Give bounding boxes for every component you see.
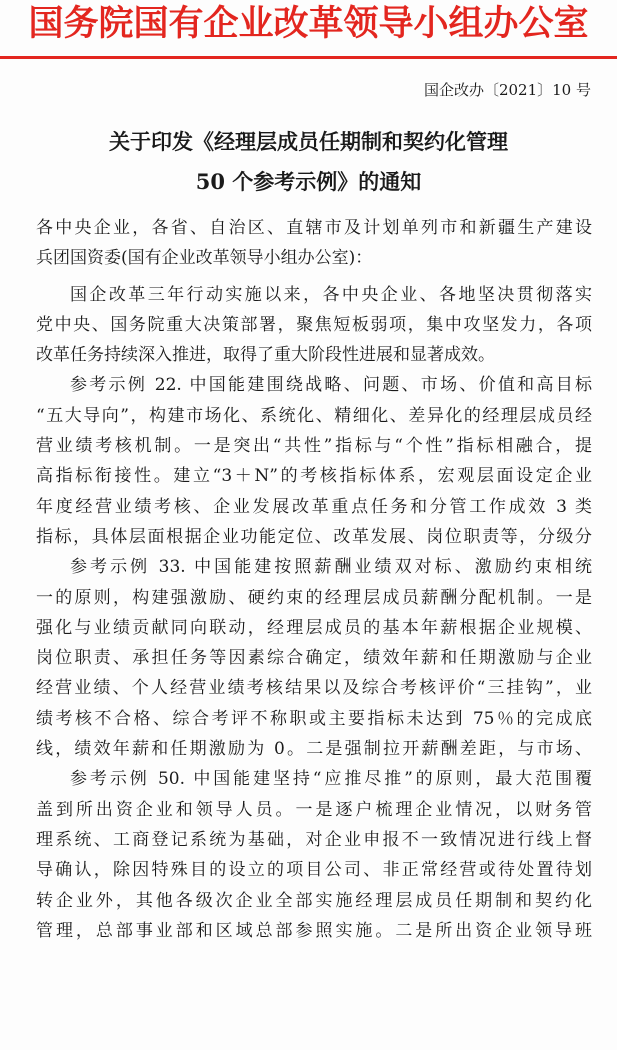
body-line: 指标，具体层面根据企业功能定位、改革发展、岗位职责等，分级分 — [36, 526, 592, 547]
body-line: 经营业绩、个人经营业绩考核结果以及综合考核评价“三挂钩”，业 — [36, 678, 592, 699]
body-line: 参考示例 50. 中国能建坚持“应推尽推”的原则，最大范围覆 — [70, 769, 592, 790]
body-line: 参考示例 22. 中国能建围绕战略、问题、市场、价值和高目标 — [70, 375, 592, 396]
body-line: 导确认，除因特殊目的设立的项目公司、非正常经营或待处置待划 — [36, 860, 592, 881]
issuing-authority-header: 国务院国有企业改革领导小组办公室 — [28, 3, 589, 44]
body-line: 国企改革三年行动实施以来，各中央企业、各地坚决贯彻落实 — [70, 284, 592, 305]
body-line: 参考示例 33. 中国能建按照薪酬业绩双对标、激励约束相统 — [70, 557, 592, 578]
body-line: 营业绩考核机制。一是突出“共性”指标与“个性”指标相融合，提 — [36, 436, 592, 457]
body-line: 绩考核不合格、综合考评不称职或主要指标未达到 75％的完成底 — [36, 708, 592, 729]
body-line: 兵团国资委(国有企业改革领导小组办公室)： — [36, 248, 373, 269]
body-line: 党中央、国务院重大决策部署，聚焦短板弱项，集中攻坚发力，各项 — [36, 314, 592, 335]
red-header-rule — [0, 56, 617, 59]
document-title-line-1: 关于印发《经理层成员任期制和契约化管理 — [109, 129, 508, 154]
body-line: 岗位职责、承担任务等因素综合确定，绩效年薪和任期激励与企业 — [36, 648, 592, 669]
body-line: 一的原则，构建强激励、硬约束的经理层成员薪酬分配机制。一是 — [36, 587, 592, 608]
body-line: 改革任务持续深入推进，取得了重大阶段性进展和显著成效。 — [36, 345, 495, 366]
document-number: 国企改办〔2021〕10 号 — [423, 81, 591, 99]
body-line: 年度经营业绩考核、企业发展改革重点任务和分管工作成效 3 类 — [36, 496, 592, 517]
body-line: 理系统、工商登记系统为基础，对企业申报不一致情况进行线上督 — [36, 829, 592, 850]
body-line: 强化与业绩贡献同向联动，经理层成员的基本年薪根据企业规模、 — [36, 617, 592, 638]
body-line: 盖到所出资企业和领导人员。一是逐户梳理企业情况，以财务管 — [36, 799, 592, 820]
document-title-line-2: 50 个参考示例》的通知 — [195, 169, 422, 194]
body-line: 转企业外，其他各级次企业全部实施经理层成员任期制和契约化 — [36, 890, 592, 911]
body-line: 高指标衔接性。建立“3＋N”的考核指标体系，宏观层面设定企业 — [36, 466, 592, 487]
document-body — [36, 213, 592, 946]
body-line: “五大导向”，构建市场化、系统化、精细化、差异化的经理层成员经 — [36, 405, 592, 426]
body-line: 线，绩效年薪和任期激励为 0。二是强制拉开薪酬差距，与市场、 — [36, 739, 592, 760]
document-title — [0, 122, 617, 202]
body-line: 各中央企业，各省、自治区、直辖市及计划单列市和新疆生产建设 — [36, 218, 592, 238]
body-line: 管理，总部事业部和区域总部参照实施。二是所出资企业领导班 — [36, 920, 592, 941]
